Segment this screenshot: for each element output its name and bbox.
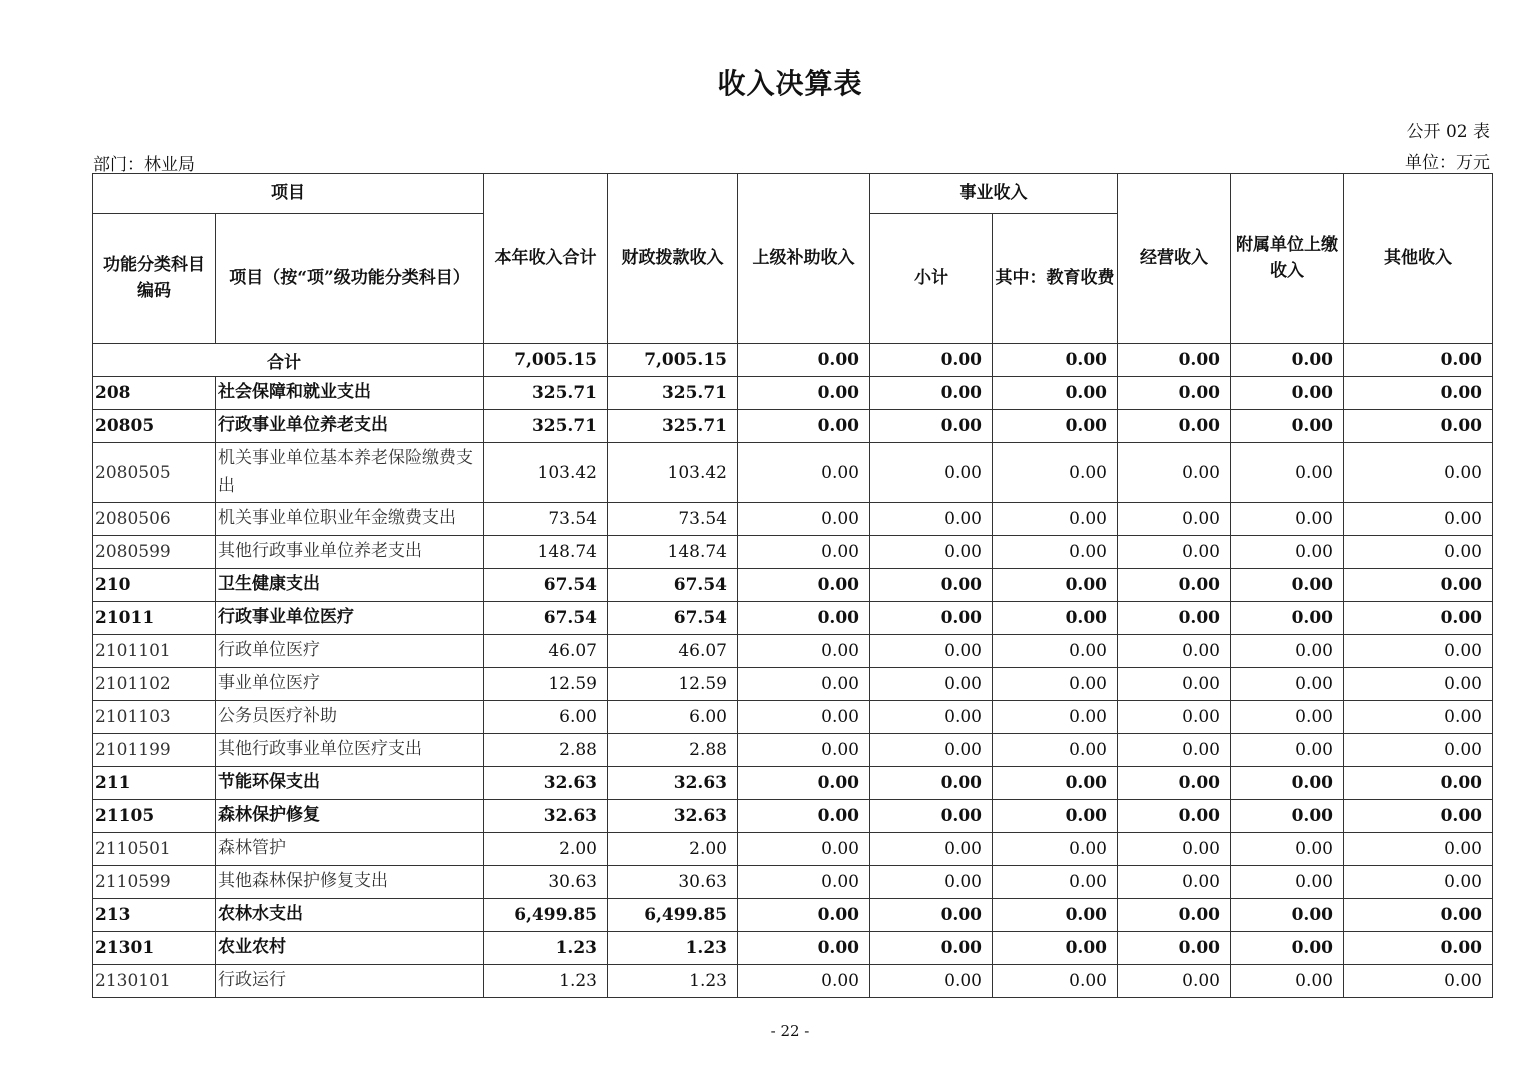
- row-value-cell: 0.00: [738, 635, 870, 668]
- row-code: 2130101: [93, 965, 216, 998]
- total-cell: 7,005.15: [608, 344, 738, 377]
- row-value-cell: 0.00: [1118, 536, 1231, 569]
- row-code: 2110599: [93, 866, 216, 899]
- row-value-cell: 0.00: [1231, 536, 1344, 569]
- row-value-cell: 0.00: [1344, 503, 1493, 536]
- row-value-cell: 0.00: [993, 443, 1118, 503]
- row-value-cell: 0.00: [870, 443, 993, 503]
- row-value-cell: 32.63: [608, 767, 738, 800]
- row-value-cell: 103.42: [608, 443, 738, 503]
- row-value-cell: 0.00: [1344, 932, 1493, 965]
- page-number: - 22 -: [770, 1022, 810, 1040]
- row-value-cell: 73.54: [484, 503, 608, 536]
- row-value-cell: 0.00: [1118, 569, 1231, 602]
- row-value-cell: 0.00: [993, 602, 1118, 635]
- row-value-cell: 0.00: [1118, 734, 1231, 767]
- row-value-cell: 0.00: [870, 536, 993, 569]
- form-number: 公开 02 表: [1406, 122, 1490, 142]
- row-name: 行政事业单位养老支出: [216, 410, 484, 443]
- page-title: 收入决算表: [717, 67, 863, 100]
- row-value-cell: 1.23: [484, 965, 608, 998]
- header-operating: 经营收入: [1118, 174, 1231, 344]
- row-value-cell: 0.00: [1344, 635, 1493, 668]
- row-value-cell: 0.00: [1118, 668, 1231, 701]
- row-name: 森林管护: [216, 833, 484, 866]
- row-value-cell: 0.00: [1231, 602, 1344, 635]
- row-value-cell: 0.00: [738, 965, 870, 998]
- total-cell: 0.00: [1118, 344, 1231, 377]
- row-code: 2101101: [93, 635, 216, 668]
- row-value-cell: 0.00: [1344, 668, 1493, 701]
- row-value-cell: 2.00: [608, 833, 738, 866]
- row-value-cell: 148.74: [484, 536, 608, 569]
- row-value-cell: 0.00: [1118, 833, 1231, 866]
- row-code: 208: [93, 377, 216, 410]
- row-value-cell: 0.00: [993, 833, 1118, 866]
- row-value-cell: 0.00: [993, 410, 1118, 443]
- table-row: [93, 965, 1493, 998]
- row-value-cell: 0.00: [1231, 899, 1344, 932]
- header-fiscal: 财政拨款收入: [608, 174, 738, 344]
- row-value-cell: 0.00: [1344, 701, 1493, 734]
- total-cell: 0.00: [870, 344, 993, 377]
- row-value-cell: 0.00: [1231, 635, 1344, 668]
- total-cell: 0.00: [1231, 344, 1344, 377]
- row-name: 行政单位医疗: [216, 635, 484, 668]
- row-value-cell: 0.00: [993, 635, 1118, 668]
- row-code: 20805: [93, 410, 216, 443]
- row-value-cell: 0.00: [738, 734, 870, 767]
- header-superior: 上级补助收入: [738, 174, 870, 344]
- row-value-cell: 0.00: [1344, 899, 1493, 932]
- row-value-cell: 0.00: [1118, 866, 1231, 899]
- row-value-cell: 0.00: [870, 767, 993, 800]
- row-value-cell: 0.00: [993, 503, 1118, 536]
- row-value-cell: 0.00: [870, 899, 993, 932]
- row-name: 其他行政事业单位医疗支出: [216, 734, 484, 767]
- row-value-cell: 0.00: [1118, 443, 1231, 503]
- header-code: 功能分类科目编码: [93, 214, 216, 344]
- row-value-cell: 0.00: [738, 800, 870, 833]
- row-value-cell: 148.74: [608, 536, 738, 569]
- row-value-cell: 0.00: [1231, 701, 1344, 734]
- row-value-cell: 0.00: [993, 377, 1118, 410]
- header-affiliated: 附属单位上缴收入: [1231, 174, 1344, 344]
- row-value-cell: 32.63: [608, 800, 738, 833]
- header-project: 项目: [93, 174, 484, 214]
- row-name: 机关事业单位基本养老保险缴费支出: [216, 443, 484, 503]
- row-value-cell: 0.00: [993, 569, 1118, 602]
- row-value-cell: 0.00: [1231, 833, 1344, 866]
- row-value-cell: 32.63: [484, 767, 608, 800]
- row-value-cell: 12.59: [608, 668, 738, 701]
- row-name: 卫生健康支出: [216, 569, 484, 602]
- row-name: 农业农村: [216, 932, 484, 965]
- row-value-cell: 0.00: [1231, 377, 1344, 410]
- row-value-cell: 0.00: [1231, 734, 1344, 767]
- row-code: 213: [93, 899, 216, 932]
- row-code: 210: [93, 569, 216, 602]
- row-value-cell: 0.00: [1118, 899, 1231, 932]
- row-value-cell: 0.00: [993, 932, 1118, 965]
- row-name: 其他行政事业单位养老支出: [216, 536, 484, 569]
- row-value-cell: 0.00: [1231, 410, 1344, 443]
- row-code: 211: [93, 767, 216, 800]
- row-value-cell: 67.54: [608, 569, 738, 602]
- row-value-cell: 0.00: [993, 767, 1118, 800]
- row-code: 21105: [93, 800, 216, 833]
- row-value-cell: 46.07: [484, 635, 608, 668]
- total-cell: 7,005.15: [484, 344, 608, 377]
- header-subtotal: 小计: [870, 214, 993, 344]
- row-value-cell: 0.00: [1118, 701, 1231, 734]
- row-value-cell: 0.00: [1344, 767, 1493, 800]
- row-value-cell: 325.71: [484, 410, 608, 443]
- row-code: 2080505: [93, 443, 216, 503]
- row-value-cell: 0.00: [1344, 377, 1493, 410]
- row-value-cell: 0.00: [1118, 965, 1231, 998]
- row-value-cell: 0.00: [870, 734, 993, 767]
- table-row: [93, 701, 1493, 734]
- row-value-cell: 0.00: [993, 965, 1118, 998]
- row-name: 社会保障和就业支出: [216, 377, 484, 410]
- table-row: [93, 899, 1493, 932]
- row-value-cell: 0.00: [870, 635, 993, 668]
- row-name: 农林水支出: [216, 899, 484, 932]
- row-code: 2080599: [93, 536, 216, 569]
- header-name: 项目（按“项”级功能分类科目）: [216, 214, 484, 344]
- row-value-cell: 0.00: [870, 410, 993, 443]
- row-code: 2101102: [93, 668, 216, 701]
- row-code: 2110501: [93, 833, 216, 866]
- row-value-cell: 0.00: [870, 377, 993, 410]
- row-code: 2101199: [93, 734, 216, 767]
- header-total: 本年收入合计: [484, 174, 608, 344]
- row-value-cell: 0.00: [993, 734, 1118, 767]
- row-value-cell: 0.00: [1231, 800, 1344, 833]
- row-name: 节能环保支出: [216, 767, 484, 800]
- row-value-cell: 0.00: [870, 800, 993, 833]
- row-value-cell: 103.42: [484, 443, 608, 503]
- row-value-cell: 0.00: [1118, 410, 1231, 443]
- row-value-cell: 0.00: [738, 443, 870, 503]
- row-value-cell: 0.00: [993, 668, 1118, 701]
- row-name: 其他森林保护修复支出: [216, 866, 484, 899]
- row-value-cell: 0.00: [1231, 503, 1344, 536]
- table-row: [93, 932, 1493, 965]
- table-row: [93, 503, 1493, 536]
- total-cell: 0.00: [738, 344, 870, 377]
- row-value-cell: 0.00: [870, 866, 993, 899]
- row-value-cell: 73.54: [608, 503, 738, 536]
- header-education: 其中：教育收费: [993, 214, 1118, 344]
- row-value-cell: 0.00: [738, 668, 870, 701]
- row-name: 事业单位医疗: [216, 668, 484, 701]
- row-value-cell: 1.23: [484, 932, 608, 965]
- row-name: 行政运行: [216, 965, 484, 998]
- row-value-cell: 6.00: [608, 701, 738, 734]
- row-code: 21011: [93, 602, 216, 635]
- row-value-cell: 325.71: [608, 410, 738, 443]
- row-value-cell: 0.00: [1231, 668, 1344, 701]
- row-value-cell: 0.00: [1118, 932, 1231, 965]
- row-value-cell: 0.00: [738, 410, 870, 443]
- row-value-cell: 0.00: [1118, 800, 1231, 833]
- row-value-cell: 0.00: [1344, 569, 1493, 602]
- total-cell: 0.00: [993, 344, 1118, 377]
- row-value-cell: 0.00: [1344, 410, 1493, 443]
- row-value-cell: 0.00: [993, 536, 1118, 569]
- row-value-cell: 2.88: [608, 734, 738, 767]
- row-name: 公务员医疗补助: [216, 701, 484, 734]
- row-value-cell: 0.00: [1118, 635, 1231, 668]
- row-value-cell: 0.00: [993, 899, 1118, 932]
- row-value-cell: 1.23: [608, 965, 738, 998]
- row-value-cell: 0.00: [1231, 569, 1344, 602]
- row-value-cell: 0.00: [1344, 443, 1493, 503]
- row-value-cell: 325.71: [608, 377, 738, 410]
- table-row: [93, 800, 1493, 833]
- row-name: 森林保护修复: [216, 800, 484, 833]
- row-name: 机关事业单位职业年金缴费支出: [216, 503, 484, 536]
- row-value-cell: 2.88: [484, 734, 608, 767]
- table-row: [93, 734, 1493, 767]
- header-other: 其他收入: [1344, 174, 1493, 344]
- row-value-cell: 0.00: [1344, 800, 1493, 833]
- row-value-cell: 0.00: [1118, 602, 1231, 635]
- row-value-cell: 0.00: [1344, 866, 1493, 899]
- row-code: 2080506: [93, 503, 216, 536]
- row-value-cell: 0.00: [738, 866, 870, 899]
- income-table: [92, 173, 1493, 998]
- row-value-cell: 0.00: [870, 965, 993, 998]
- row-value-cell: 0.00: [1231, 965, 1344, 998]
- row-value-cell: 0.00: [1344, 602, 1493, 635]
- row-value-cell: 0.00: [1231, 767, 1344, 800]
- row-value-cell: 0.00: [870, 668, 993, 701]
- row-value-cell: 0.00: [1118, 503, 1231, 536]
- row-value-cell: 0.00: [738, 899, 870, 932]
- row-value-cell: 0.00: [738, 377, 870, 410]
- row-value-cell: 0.00: [993, 866, 1118, 899]
- table-row: [93, 767, 1493, 800]
- row-value-cell: 32.63: [484, 800, 608, 833]
- row-value-cell: 0.00: [738, 536, 870, 569]
- row-value-cell: 2.00: [484, 833, 608, 866]
- row-value-cell: 0.00: [870, 569, 993, 602]
- row-value-cell: 67.54: [484, 569, 608, 602]
- row-value-cell: 0.00: [870, 932, 993, 965]
- table-row: [93, 410, 1493, 443]
- row-value-cell: 0.00: [870, 833, 993, 866]
- row-value-cell: 0.00: [738, 767, 870, 800]
- row-value-cell: 30.63: [484, 866, 608, 899]
- row-value-cell: 0.00: [870, 701, 993, 734]
- row-value-cell: 0.00: [738, 701, 870, 734]
- row-value-cell: 0.00: [1344, 965, 1493, 998]
- department-label: 部门：林业局: [93, 155, 195, 175]
- row-value-cell: 0.00: [870, 503, 993, 536]
- table-row: [93, 866, 1493, 899]
- row-code: 2101103: [93, 701, 216, 734]
- unit-label: 单位：万元: [1405, 153, 1490, 173]
- table-row: [93, 569, 1493, 602]
- row-value-cell: 0.00: [738, 932, 870, 965]
- row-value-cell: 1.23: [608, 932, 738, 965]
- total-label: 合计: [93, 344, 484, 377]
- row-value-cell: 30.63: [608, 866, 738, 899]
- row-value-cell: 0.00: [738, 503, 870, 536]
- row-name: 行政事业单位医疗: [216, 602, 484, 635]
- table-row: [93, 635, 1493, 668]
- row-value-cell: 0.00: [1231, 932, 1344, 965]
- row-value-cell: 67.54: [484, 602, 608, 635]
- row-value-cell: 67.54: [608, 602, 738, 635]
- table-row: [93, 668, 1493, 701]
- total-cell: 0.00: [1344, 344, 1493, 377]
- row-value-cell: 325.71: [484, 377, 608, 410]
- row-value-cell: 0.00: [1118, 377, 1231, 410]
- row-value-cell: 0.00: [1344, 536, 1493, 569]
- row-value-cell: 0.00: [738, 602, 870, 635]
- row-code: 21301: [93, 932, 216, 965]
- row-value-cell: 12.59: [484, 668, 608, 701]
- row-value-cell: 0.00: [1231, 866, 1344, 899]
- header-business: 事业收入: [870, 174, 1118, 214]
- row-value-cell: 0.00: [1344, 734, 1493, 767]
- row-value-cell: 46.07: [608, 635, 738, 668]
- total-row: [93, 344, 1493, 377]
- table-row: [93, 377, 1493, 410]
- row-value-cell: 6.00: [484, 701, 608, 734]
- row-value-cell: 0.00: [993, 701, 1118, 734]
- row-value-cell: 6,499.85: [608, 899, 738, 932]
- row-value-cell: 0.00: [1118, 767, 1231, 800]
- table-row: [93, 833, 1493, 866]
- row-value-cell: 0.00: [993, 800, 1118, 833]
- table-row: [93, 602, 1493, 635]
- table-row: [93, 443, 1493, 503]
- row-value-cell: 0.00: [738, 569, 870, 602]
- row-value-cell: 0.00: [1344, 833, 1493, 866]
- row-value-cell: 0.00: [870, 602, 993, 635]
- row-value-cell: 0.00: [1231, 443, 1344, 503]
- row-value-cell: 0.00: [738, 833, 870, 866]
- row-value-cell: 6,499.85: [484, 899, 608, 932]
- table-row: [93, 536, 1493, 569]
